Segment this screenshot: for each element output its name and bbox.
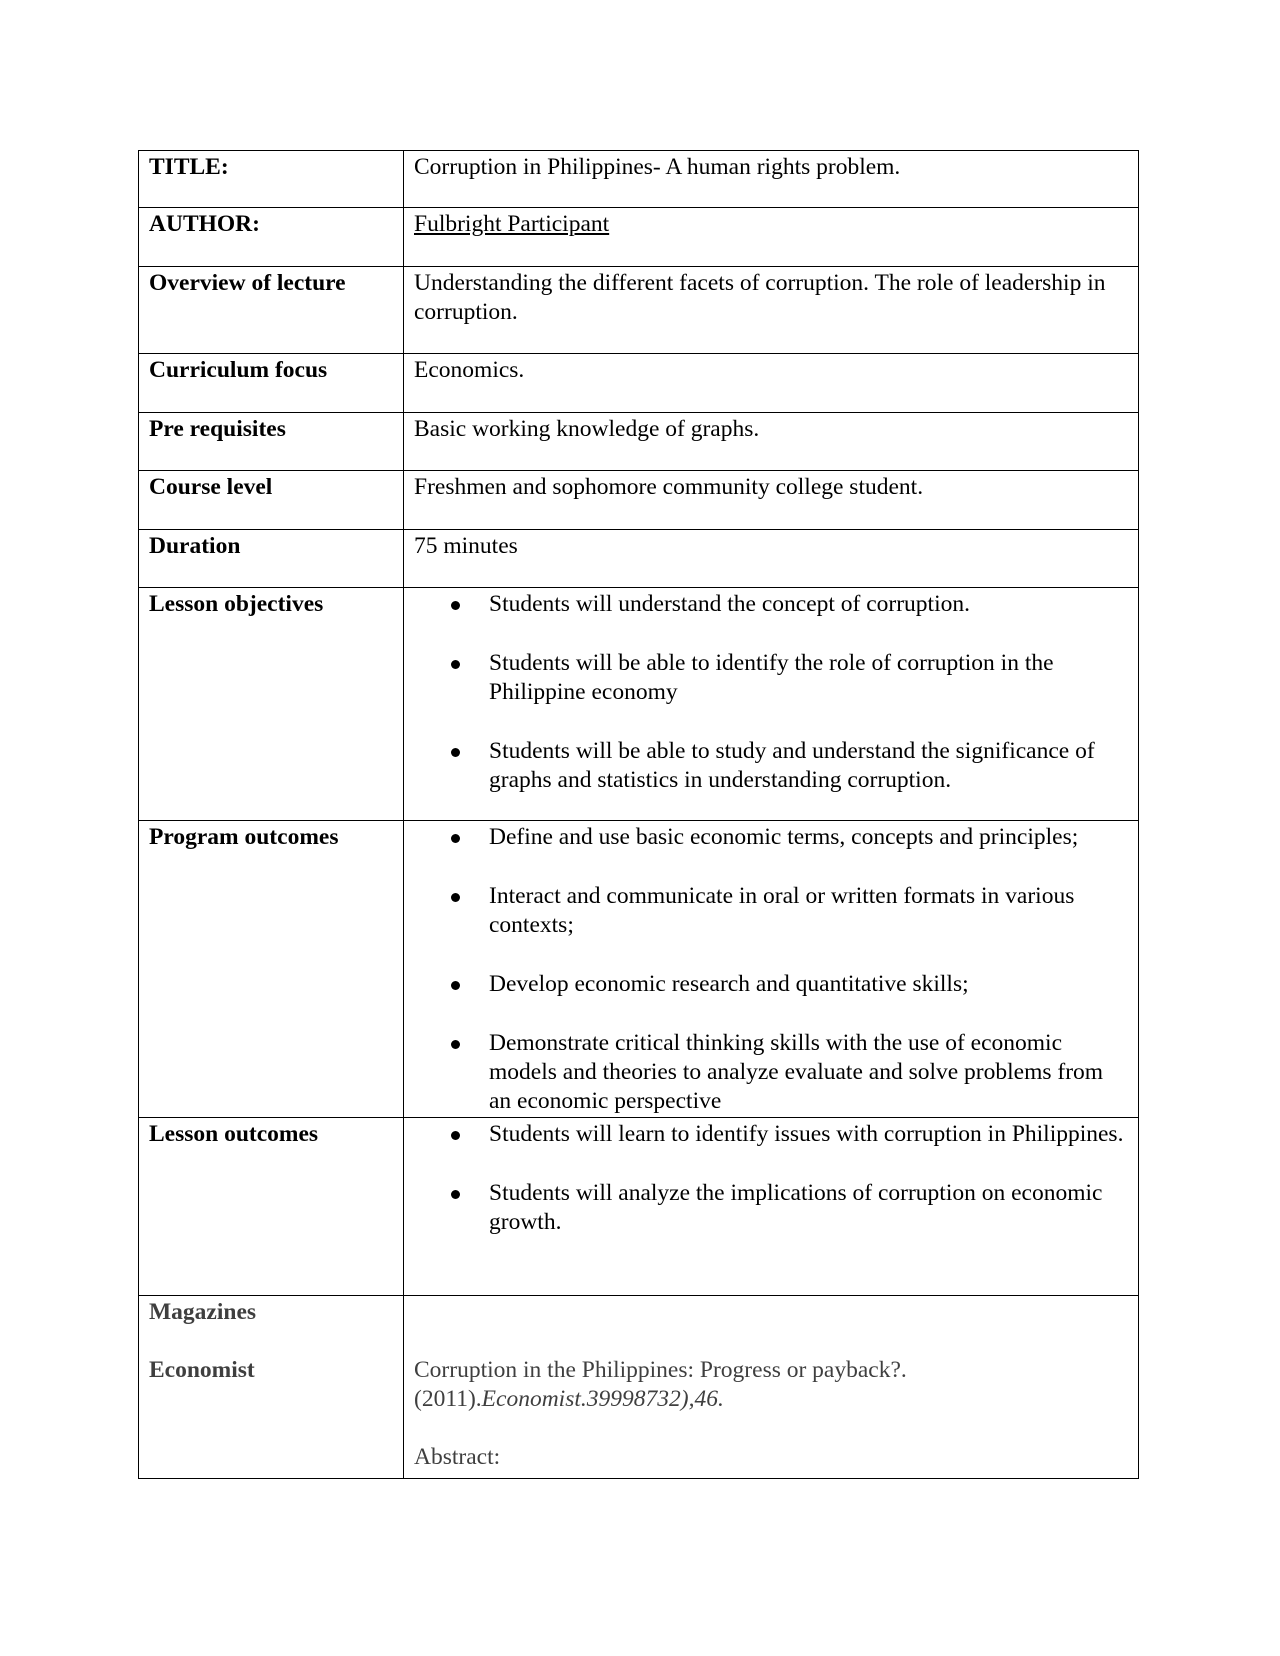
lesson-outcomes-label: Lesson outcomes <box>139 1118 404 1296</box>
citation-line <box>414 1385 1128 1414</box>
list-item-text: Develop economic research and quantitative skills; <box>489 971 969 997</box>
list-item-text: Students will be able to identify the role of corruption in the Philippine economy <box>489 650 1054 705</box>
prerequisites-value: Basic working knowledge of graphs. <box>404 413 1139 471</box>
bullet-icon <box>451 981 460 990</box>
table-row-curriculum <box>139 354 1139 413</box>
list-item <box>414 649 1128 707</box>
author-link[interactable]: Fulbright Participant <box>414 211 610 237</box>
curriculum-value: Economics. <box>404 354 1139 413</box>
overview-value: Understanding the different facets of corruption. The role of leadership in corruption. <box>404 267 1139 354</box>
list-item-text: Interact and communicate in oral or written formats in various contexts; <box>489 883 1075 938</box>
table-row-author <box>139 208 1139 267</box>
economist-label: Economist <box>149 1357 255 1383</box>
magazines-label: Magazines <box>149 1299 257 1325</box>
course-level-value: Freshmen and sophomore community college student. <box>404 471 1139 530</box>
title-label: TITLE: <box>139 151 404 208</box>
list-item <box>414 590 1128 619</box>
program-outcomes-list <box>414 823 1128 1116</box>
course-level-label: Course level <box>139 471 404 530</box>
bullet-icon <box>451 1040 460 1049</box>
duration-value: 75 minutes <box>404 530 1139 588</box>
list-item <box>414 970 1128 999</box>
blank-line <box>414 1298 1128 1327</box>
lesson-objectives-label: Lesson objectives <box>139 588 404 821</box>
list-item-text: Define and use basic economic terms, concepts and principles; <box>489 824 1079 850</box>
list-item <box>414 1179 1128 1237</box>
table-row-duration <box>139 530 1139 588</box>
table-row-title <box>139 151 1139 208</box>
list-item <box>414 1120 1128 1149</box>
table-row-overview <box>139 267 1139 354</box>
bullet-icon <box>451 834 460 843</box>
prerequisites-label: Pre requisites <box>139 413 404 471</box>
bullet-icon <box>451 893 460 902</box>
magazines-label-cell <box>139 1296 404 1479</box>
list-item-text: Students will analyze the implications of corruption on economic growth. <box>489 1180 1103 1235</box>
lesson-objectives-list <box>414 590 1128 795</box>
citation-year: (2011). <box>414 1386 482 1412</box>
list-item-text: Students will understand the concept of corruption. <box>489 591 970 617</box>
lesson-outcomes-list <box>414 1120 1128 1237</box>
list-item <box>414 882 1128 940</box>
program-outcomes-cell <box>404 821 1139 1118</box>
citation-title: Corruption in the Philippines: Progress or payback?. <box>414 1357 907 1383</box>
lesson-outcomes-cell <box>404 1118 1139 1296</box>
list-item-text: Demonstrate critical thinking skills with the use of economic models and theories to analyze evaluate and solve problems from an economic perspective <box>489 1030 1104 1114</box>
program-outcomes-label: Program outcomes <box>139 821 404 1118</box>
list-item-text: Students will be able to study and understand the significance of graphs and statistics in understanding corruption. <box>489 738 1095 793</box>
duration-label: Duration <box>139 530 404 588</box>
abstract-label: Abstract: <box>414 1444 501 1470</box>
overview-label: Overview of lecture <box>139 267 404 354</box>
bullet-icon <box>451 601 460 610</box>
table-row-magazines <box>139 1296 1139 1479</box>
citation-source: Economist.39998732),46. <box>481 1386 724 1412</box>
bullet-icon <box>451 1190 460 1199</box>
curriculum-label: Curriculum focus <box>139 354 404 413</box>
bullet-icon <box>451 660 460 669</box>
author-label: AUTHOR: <box>139 208 404 267</box>
bullet-icon <box>451 1131 460 1140</box>
title-value: Corruption in Philippines- A human rights problem. <box>404 151 1139 208</box>
lesson-objectives-cell <box>404 588 1139 821</box>
bullet-icon <box>451 748 460 757</box>
magazines-cell <box>404 1296 1139 1479</box>
list-item <box>414 823 1128 852</box>
author-cell <box>404 208 1139 267</box>
table-row-program-outcomes <box>139 821 1139 1118</box>
table-row-prerequisites <box>139 413 1139 471</box>
table-row-lesson-outcomes <box>139 1118 1139 1296</box>
list-item <box>414 1029 1128 1116</box>
list-item <box>414 737 1128 795</box>
table-row-course-level <box>139 471 1139 530</box>
list-item-text: Students will learn to identify issues with corruption in Philippines. <box>489 1121 1124 1147</box>
table-row-lesson-objectives <box>139 588 1139 821</box>
lesson-plan-table <box>138 150 1139 1479</box>
